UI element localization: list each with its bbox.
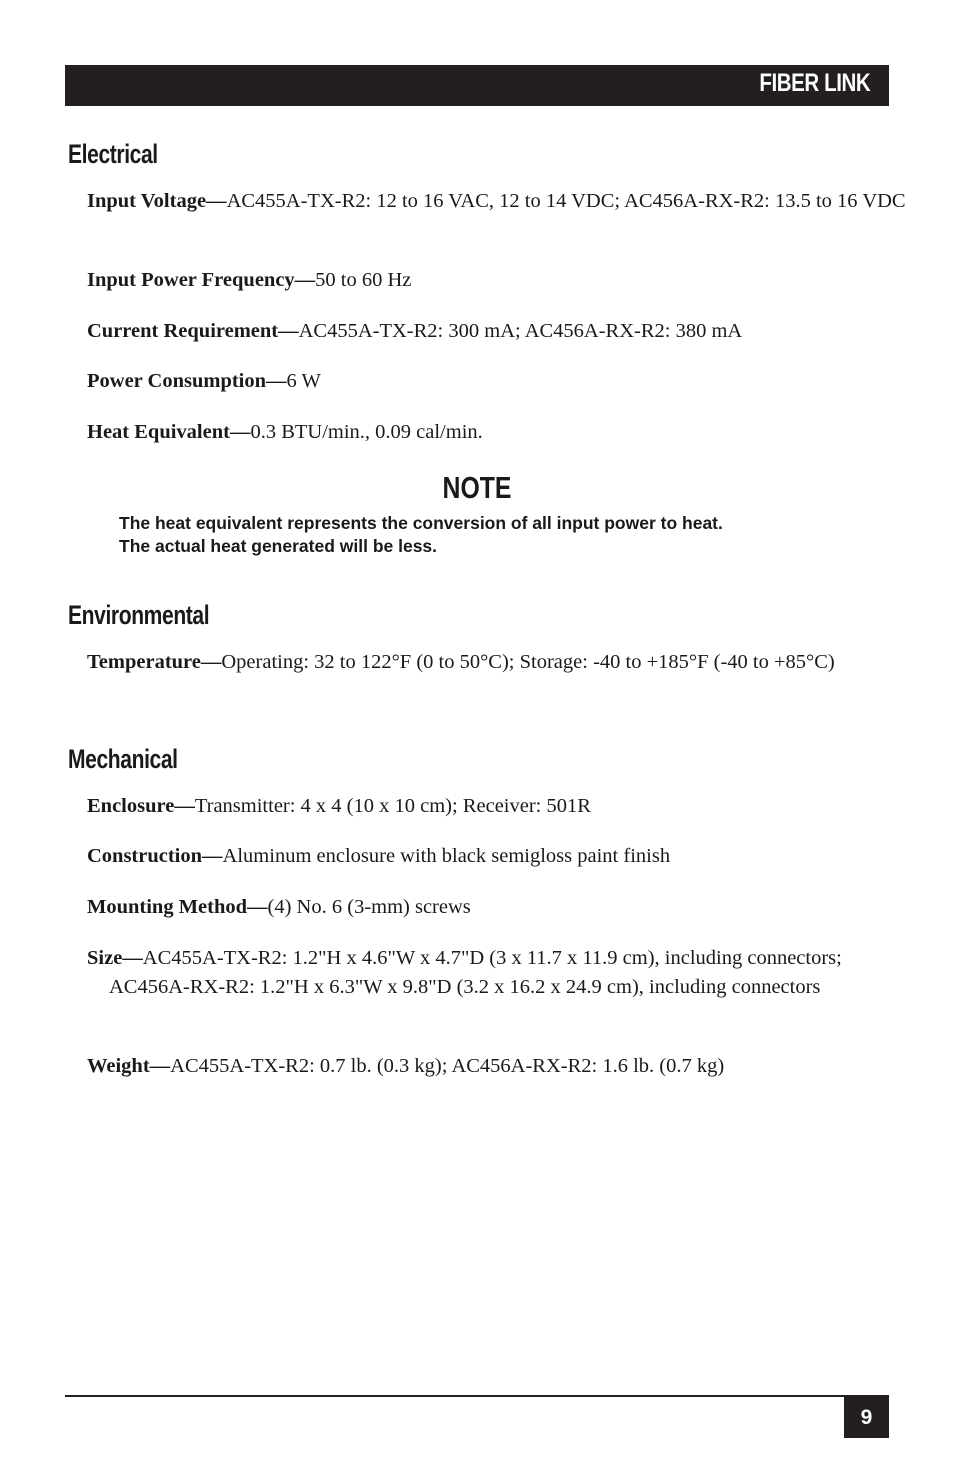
header-title: FIBER LINK (759, 69, 870, 97)
header-bar (65, 65, 889, 106)
spec-input-power-frequency (87, 266, 909, 295)
spec-label: Enclosure— (87, 795, 195, 817)
spec-value: (4) No. 6 (3-mm) screws (267, 896, 471, 918)
spec-label: Construction— (87, 845, 223, 867)
spec-value: AC455A-TX-R2: 0.7 lb. (0.3 kg); AC456A-RX-R2: 1.6 lb. (0.7 kg) (170, 1055, 725, 1077)
spec-value: AC455A-TX-R2: 12 to 16 VAC, 12 to 14 VDC; AC456A-RX-R2: 13.5 to 16 VDC (226, 190, 906, 212)
spec-power-consumption (87, 367, 909, 396)
spec-mounting-method (87, 893, 909, 922)
spec-input-voltage (87, 187, 909, 216)
note-line-2: The actual heat generated will be less. (119, 536, 438, 556)
spec-label: Power Consumption— (87, 370, 287, 392)
spec-value: Aluminum enclosure with black semigloss paint finish (222, 845, 671, 867)
spec-label: Temperature— (87, 651, 222, 673)
spec-value: 6 W (286, 370, 321, 392)
spec-enclosure (87, 792, 909, 821)
spec-construction (87, 842, 909, 871)
spec-weight (87, 1052, 909, 1081)
spec-label: Input Power Frequency— (87, 269, 316, 291)
spec-temperature (87, 648, 909, 677)
spec-size (87, 944, 869, 1002)
spec-label: Heat Equivalent— (87, 421, 251, 443)
spec-label: Current Requirement— (87, 320, 299, 342)
section-heading-electrical: Electrical (68, 139, 158, 169)
section-heading-mechanical: Mechanical (68, 744, 178, 774)
footer-rule (65, 1395, 889, 1397)
spec-label: Mounting Method— (87, 896, 268, 918)
spec-heat-equivalent (87, 418, 909, 447)
page-number: 9 (844, 1397, 889, 1438)
spec-value: Transmitter: 4 x 4 (10 x 10 cm); Receiver: 501R (194, 795, 591, 817)
spec-label: Input Voltage— (87, 190, 227, 212)
spec-value: 50 to 60 Hz (315, 269, 412, 291)
note-text (119, 512, 859, 558)
spec-value: AC455A-TX-R2: 1.2"H x 4.6"W x 4.7"D (3 x 11.7 x 11.9 cm), including connectors; AC456A-RX-R2: 1.2"H x 6.3"W x 9.8"D (3.2 x 16.2 x 24.9 cm), including connectors (109, 947, 842, 998)
spec-current-requirement (87, 317, 909, 346)
section-heading-environmental: Environmental (68, 600, 210, 630)
spec-label: Weight— (87, 1055, 171, 1077)
spec-label: Size— (87, 947, 143, 969)
note-line-1: The heat equivalent represents the conversion of all input power to heat. (119, 513, 723, 533)
spec-value: 0.3 BTU/min., 0.09 cal/min. (250, 421, 483, 443)
spec-value: AC455A-TX-R2: 300 mA; AC456A-RX-R2: 380 mA (298, 320, 743, 342)
note-title: NOTE (442, 470, 512, 505)
spec-value: Operating: 32 to 122°F (0 to 50°C); Storage: -40 to +185°F (-40 to +85°C) (221, 651, 835, 673)
